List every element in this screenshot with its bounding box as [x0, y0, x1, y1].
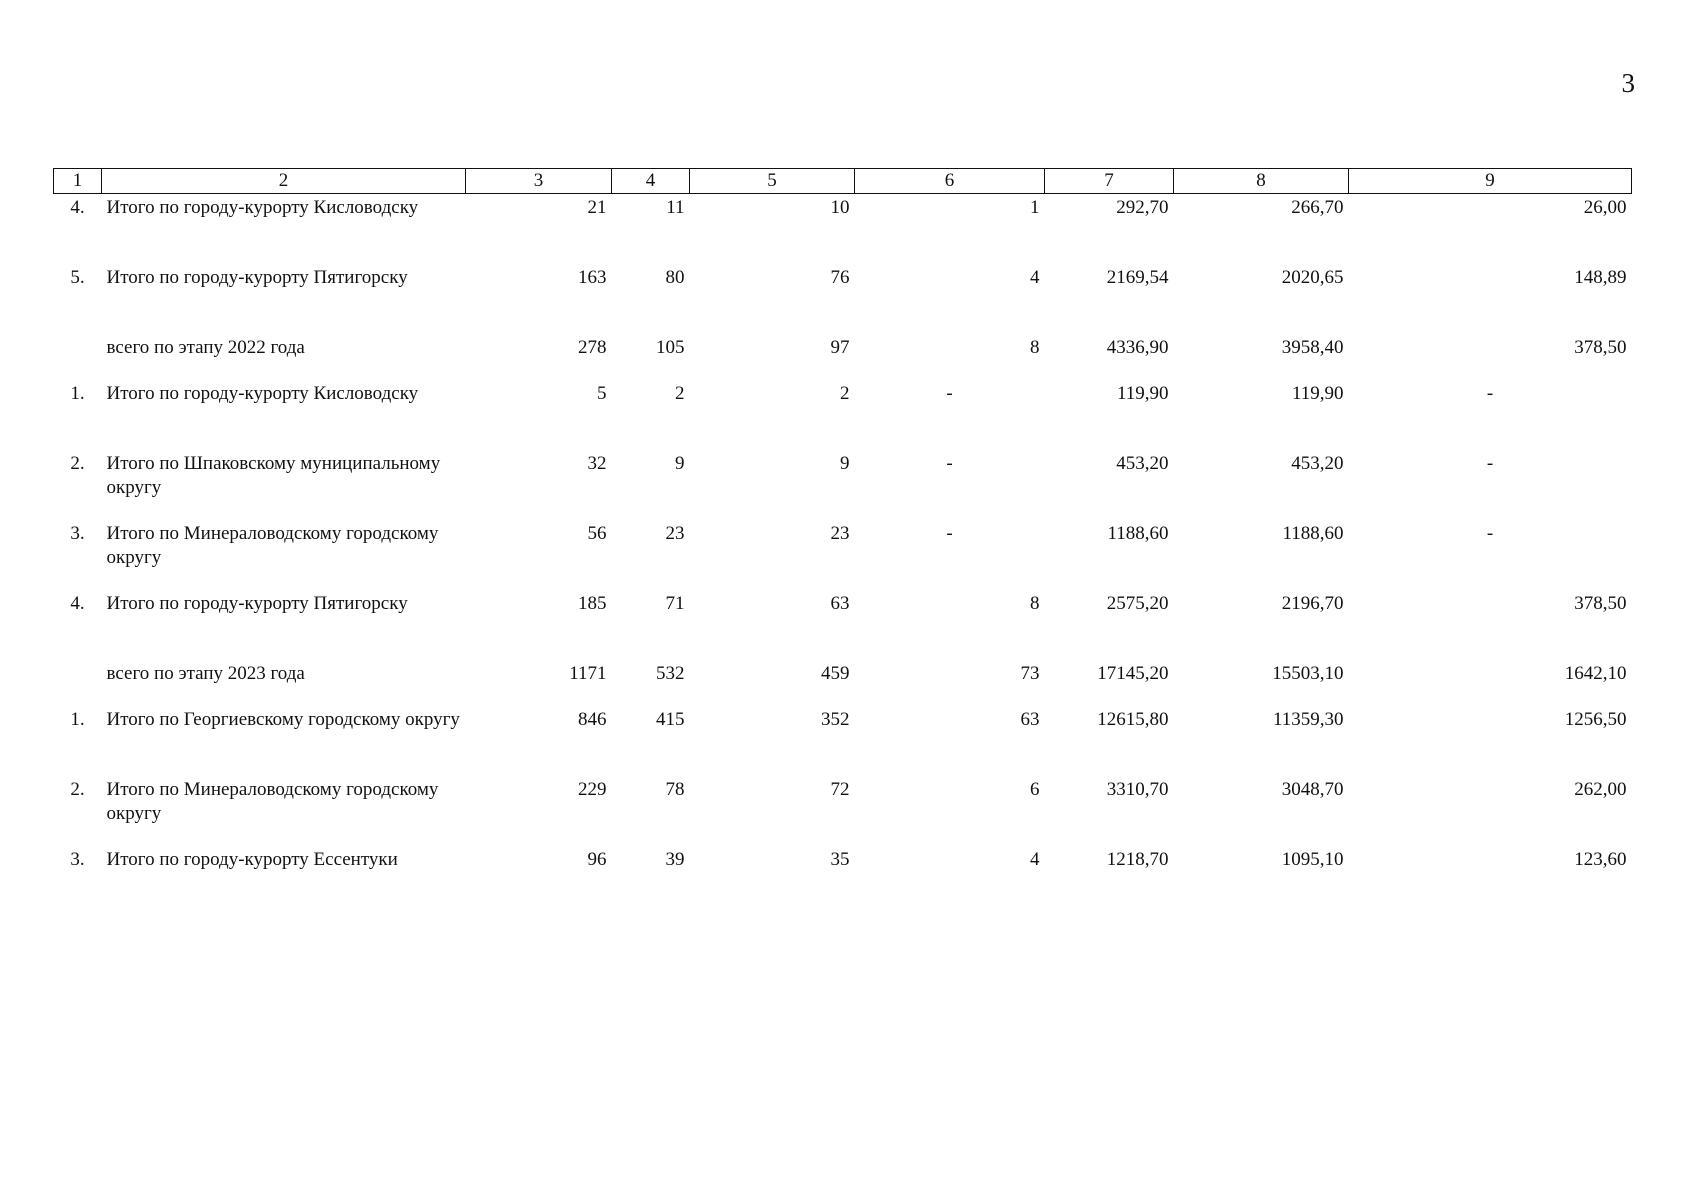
cell-col-5: 97: [830, 336, 850, 358]
row-name: Итого по Минераловодскому городскому округу: [106, 778, 439, 824]
row-name: Итого по Георгиевскому городскому округу: [106, 708, 460, 730]
cell-col-4: 532: [656, 662, 685, 684]
cell-col-6: 6: [1030, 778, 1040, 800]
cell-col-4: 2: [675, 382, 685, 404]
cell-col-7: 292,70: [1116, 197, 1169, 218]
row-number: 1.: [70, 708, 85, 730]
cell-col-3: 846: [578, 708, 607, 730]
table-body: [54, 194, 1632, 916]
cell-col-5: 76: [830, 266, 850, 288]
cell-col-4: 415: [656, 708, 685, 730]
cell-col-6: 1: [1030, 197, 1040, 218]
row-name: Итого по городу-курорту Кисловодску: [106, 382, 419, 404]
cell-col-3: 21: [587, 197, 607, 218]
cell-col-3: 1171: [569, 662, 607, 684]
cell-col-6: 8: [1030, 336, 1040, 358]
cell-col-4: 23: [665, 522, 685, 544]
row-name: Итого по городу-курорту Пятигорску: [106, 266, 408, 288]
row-name: Итого по городу-курорту Пятигорску: [106, 592, 408, 614]
cell-col-6: 4: [1030, 266, 1040, 288]
cell-col-3: 96: [587, 848, 607, 870]
cell-col-7: 2169,54: [1106, 266, 1169, 288]
cell-col-7: 119,90: [1116, 382, 1169, 404]
table-header: [54, 169, 1632, 194]
cell-col-4: 9: [675, 452, 685, 474]
row-number: [54, 660, 102, 706]
cell-col-8: 2196,70: [1281, 592, 1344, 614]
cell-col-5: 10: [830, 197, 850, 218]
cell-col-4: 11: [666, 197, 685, 218]
cell-col-9: 378,50: [1574, 336, 1627, 358]
cell-col-7: 3310,70: [1106, 778, 1169, 800]
row-number: 3.: [70, 848, 85, 870]
row-number: 4.: [70, 197, 85, 218]
header-col-5: 5: [690, 169, 855, 194]
cell-col-5: 9: [840, 452, 850, 474]
cell-col-5: 72: [830, 778, 850, 800]
row-number: 2.: [70, 452, 85, 474]
page-number: 3: [1621, 68, 1635, 98]
cell-col-3: 56: [587, 522, 607, 544]
cell-col-4: 80: [665, 266, 685, 288]
cell-col-4: 78: [665, 778, 685, 800]
cell-col-9: 26,00: [1583, 197, 1627, 218]
cell-col-9: 148,89: [1574, 266, 1627, 288]
header-col-2: 2: [102, 169, 466, 194]
header-col-7: 7: [1045, 169, 1174, 194]
cell-col-5: 63: [830, 592, 850, 614]
cell-col-8: 1095,10: [1281, 848, 1344, 870]
cell-col-3: 229: [578, 778, 607, 800]
row-number: 5.: [70, 266, 85, 288]
cell-col-7: 4336,90: [1106, 336, 1169, 358]
table-row: [54, 776, 1632, 846]
header-col-9: 9: [1349, 169, 1632, 194]
cell-col-7: 1188,60: [1107, 522, 1169, 544]
table-row: [54, 264, 1632, 334]
row-name: всего по этапу 2023 года: [106, 662, 305, 684]
cell-col-4: 39: [665, 848, 685, 870]
table-row: [54, 846, 1632, 916]
table-row: [54, 520, 1632, 590]
row-number: 1.: [70, 382, 85, 404]
header-col-8: 8: [1174, 169, 1349, 194]
cell-col-6: 63: [1020, 708, 1040, 730]
cell-col-6: 4: [1030, 848, 1040, 870]
cell-col-3: 278: [578, 336, 607, 358]
cell-col-8: 119,90: [1291, 382, 1344, 404]
cell-col-5: 459: [821, 662, 850, 684]
cell-col-3: 5: [597, 382, 607, 404]
cell-col-9: -: [1486, 522, 1494, 544]
cell-col-6: 8: [1030, 592, 1040, 614]
cell-col-7: 453,20: [1116, 452, 1169, 474]
row-name: всего по этапу 2022 года: [106, 336, 305, 358]
header-col-4: 4: [612, 169, 690, 194]
row-number: 3.: [70, 522, 85, 544]
cell-col-6: -: [946, 522, 953, 544]
cell-col-8: 1188,60: [1282, 522, 1344, 544]
cell-col-9: 1642,10: [1564, 662, 1627, 684]
cell-col-9: 262,00: [1574, 778, 1627, 800]
cell-col-5: 2: [840, 382, 850, 404]
cell-col-8: 266,70: [1291, 197, 1344, 218]
cell-col-4: 71: [665, 592, 685, 614]
table-row: [54, 450, 1632, 520]
row-name: Итого по городу-курорту Ессентуки: [106, 848, 398, 870]
cell-col-8: 453,20: [1291, 452, 1344, 474]
header-col-6: 6: [855, 169, 1045, 194]
row-number: [54, 334, 102, 380]
cell-col-5: 35: [830, 848, 850, 870]
cell-col-7: 2575,20: [1106, 592, 1169, 614]
cell-col-7: 1218,70: [1106, 848, 1169, 870]
cell-col-8: 15503,10: [1272, 662, 1344, 684]
cell-col-9: 1256,50: [1564, 708, 1627, 730]
cell-col-4: 105: [656, 336, 685, 358]
table-row: [54, 660, 1632, 706]
table-row: [54, 590, 1632, 660]
cell-col-7: 12615,80: [1097, 708, 1169, 730]
cell-col-6: -: [946, 382, 953, 404]
cell-col-5: 23: [830, 522, 850, 544]
table-row: [54, 334, 1632, 380]
row-name: Итого по Шпаковскому муниципальному округу: [106, 452, 441, 498]
cell-col-7: 17145,20: [1097, 662, 1169, 684]
cell-col-8: 11359,30: [1272, 708, 1344, 730]
cell-col-9: 378,50: [1574, 592, 1627, 614]
cell-col-3: 32: [587, 452, 607, 474]
table-row: [54, 380, 1632, 450]
cell-col-8: 3048,70: [1281, 778, 1344, 800]
table-row: [54, 194, 1632, 264]
cell-col-9: 123,60: [1574, 848, 1627, 870]
header-col-1: 1: [54, 169, 102, 194]
table-row: [54, 706, 1632, 776]
cell-col-9: -: [1486, 452, 1494, 474]
cell-col-8: 2020,65: [1281, 266, 1344, 288]
row-name: Итого по Минераловодскому городскому округу: [106, 522, 439, 568]
cell-col-3: 163: [578, 266, 607, 288]
data-table: [53, 168, 1632, 916]
row-number: 2.: [70, 778, 85, 800]
cell-col-6: -: [946, 452, 953, 474]
row-name: Итого по городу-курорту Кисловодску: [106, 197, 419, 218]
cell-col-5: 352: [821, 708, 850, 730]
header-col-3: 3: [466, 169, 612, 194]
cell-col-3: 185: [578, 592, 607, 614]
cell-col-9: -: [1486, 382, 1494, 404]
cell-col-6: 73: [1020, 662, 1040, 684]
row-number: 4.: [70, 592, 85, 614]
cell-col-8: 3958,40: [1281, 336, 1344, 358]
